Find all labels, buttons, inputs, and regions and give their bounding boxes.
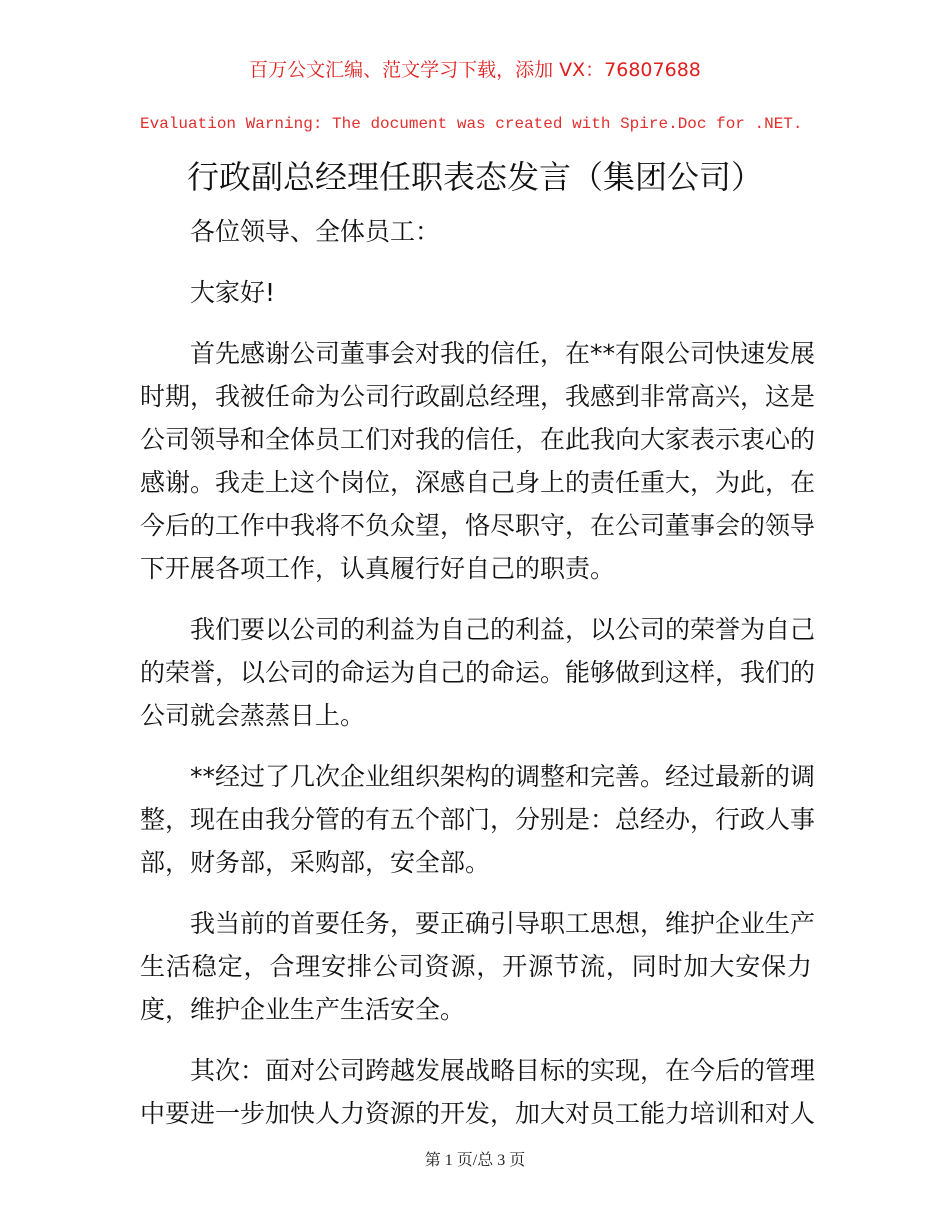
greeting-paragraph xyxy=(140,271,812,314)
document-title: 行政副总经理任职表态发言（集团公司） xyxy=(186,158,763,196)
paragraph-line: 的荣誉，以公司的命运为自己的命运。能够做到这样，我们的 xyxy=(140,658,816,687)
paragraph-line: 整，现在由我分管的有五个部门，分别是：总经办，行政人事 xyxy=(140,805,816,834)
body-paragraph xyxy=(140,1049,816,1135)
evaluation-warning: Evaluation Warning: The document was created with Spire.Doc for .NET. xyxy=(140,115,803,133)
paragraph-line: **经过了几次企业组织架构的调整和完善。经过最新的调 xyxy=(190,762,816,791)
salutation: 各位领导、全体员工： xyxy=(190,217,441,246)
salutation-paragraph xyxy=(140,210,812,253)
paragraph-line: 度，维护企业生产生活安全。 xyxy=(140,995,466,1024)
body-paragraph xyxy=(140,902,816,1031)
paragraph-line: 下开展各项工作，认真履行好自己的职责。 xyxy=(140,554,616,583)
body-paragraph xyxy=(140,755,816,884)
promo-header: 百万公文汇编、范文学习下载，添加 VX：76807688 xyxy=(249,59,701,81)
body-paragraph xyxy=(140,608,816,737)
paragraph-line: 我们要以公司的利益为自己的利益，以公司的荣誉为自己 xyxy=(190,615,816,644)
document-body xyxy=(140,210,816,1153)
page-indicator: 第 1 页/总 3 页 xyxy=(424,1152,526,1169)
paragraph-line: 其次：面对公司跨越发展战略目标的实现，在今后的管理 xyxy=(190,1056,816,1085)
paragraph-line: 公司领导和全体员工们对我的信任，在此我向大家表示衷心的 xyxy=(140,425,816,454)
body-paragraph xyxy=(140,332,816,590)
paragraph-line: 我当前的首要任务，要正确引导职工思想，维护企业生产 xyxy=(190,909,816,938)
paragraphs-container xyxy=(140,332,816,1135)
paragraph-line: 感谢。我走上这个岗位，深感自己身上的责任重大，为此，在 xyxy=(140,468,816,497)
paragraph-line: 部，财务部，采购部，安全部。 xyxy=(140,848,491,877)
greeting: 大家好! xyxy=(190,278,276,307)
paragraph-line: 时期，我被任命为公司行政副总经理，我感到非常高兴，这是 xyxy=(140,382,816,411)
paragraph-line: 生活稳定，合理安排公司资源，开源节流，同时加大安保力 xyxy=(140,952,812,981)
paragraph-line: 首先感谢公司董事会对我的信任，在**有限公司快速发展 xyxy=(190,339,816,368)
paragraph-line: 今后的工作中我将不负众望，恪尽职守，在公司董事会的领导 xyxy=(140,511,816,540)
paragraph-line: 中要进一步加快人力资源的开发，加大对员工能力培训和对人 xyxy=(140,1099,816,1128)
paragraph-line: 公司就会蒸蒸日上。 xyxy=(140,701,366,730)
